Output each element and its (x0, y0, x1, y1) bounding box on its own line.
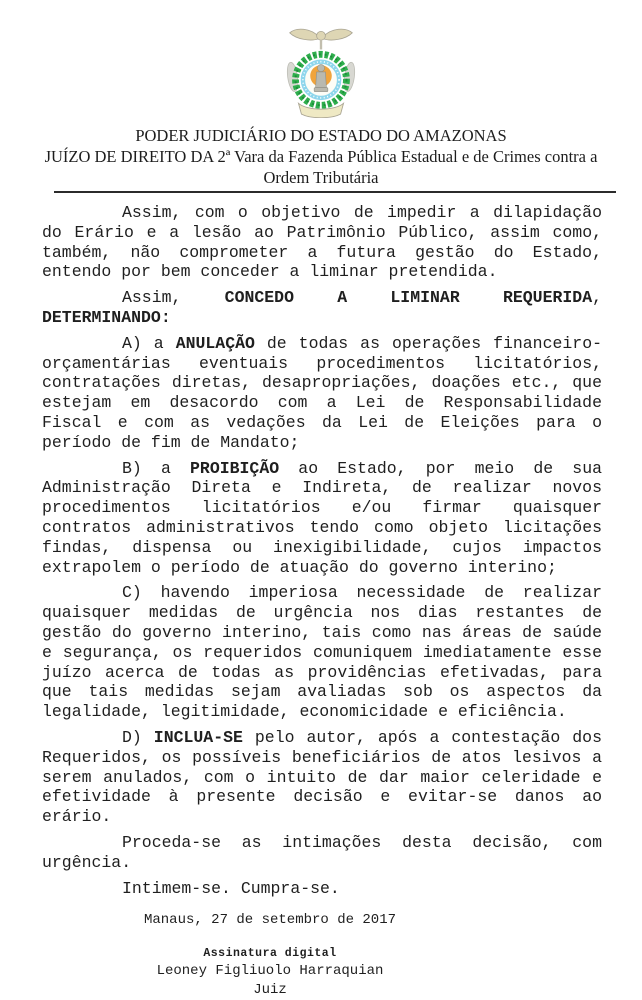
court-name-line1: JUÍZO DE DIREITO DA 2ª Vara da Fazenda Pública Estadual e de Crimes contra a (44, 147, 598, 166)
paragraph (42, 728, 602, 827)
bold-text-run: INCLUA-SE (153, 727, 243, 747)
paragraph (42, 833, 602, 873)
paragraph (42, 288, 602, 328)
text-run: pelo autor, após a contestação dos Requeridos, os possíveis beneficiários de atos lesivos a serem anulados, com o intuito de dar maior celeridade e efetividade à presente decisão e evitar-se danos ao erário. (42, 727, 602, 827)
text-run: D) (122, 727, 154, 747)
text-run: A) a (122, 333, 176, 353)
document-footer (0, 912, 540, 1000)
bold-text-run: CONCEDO A LIMINAR REQUERIDA (224, 288, 593, 308)
text-run: Proceda-se as intimações desta decisão, com urgência. (42, 832, 602, 872)
paragraph (42, 583, 602, 722)
paragraph (42, 334, 602, 453)
text-run: Assim, com o objetivo de impedir a dilapidação do Erário e a lesão ao Patrimônio Público, assim como, também, não comprometer a futura gestão do Estado, entendo por bem conceder a liminar pretendida. (42, 203, 602, 282)
date-place-line: Manaus, 27 de setembro de 2017 (143, 912, 397, 929)
text-run: Assim, (122, 288, 225, 308)
amazonas-coat-of-arms-icon (283, 24, 359, 118)
judge-title: Juiz (253, 982, 287, 999)
paragraph (42, 879, 602, 899)
seal-left-wing (290, 29, 319, 40)
document-body (42, 203, 602, 898)
paragraph (42, 459, 602, 578)
judge-name: Leoney Figliuolo Harraquian (156, 963, 384, 980)
seal-right-wing (323, 29, 352, 40)
institution-title: PODER JUDICIÁRIO DO ESTADO DO AMAZONAS (135, 126, 507, 145)
digital-signature-label: Assinatura digital (203, 947, 337, 961)
seal-stem (320, 40, 322, 50)
text-run: C) havendo imperiosa necessidade de realizar quaisquer medidas de urgência nos dias restantes de gestão do governo interino, tais como nas áreas de saúde e segurança, os requeridos comuniquem imediatamente esse juízo acerca de todas as providências efetivadas, para que tais medidas sejam avaliadas sob os aspectos da legalidade, legitimidade, economicidade e eficiência. (42, 583, 602, 722)
text-run: de todas as operações financeiro-orçamentárias eventuais procedimentos licitatórios, contratações diretas, desapropriações, doações etc., que estejam em desacordo com a Lei de Responsabilidade Fiscal e com as vedações da Lei de Eleições para o período de fim de Mandato; (42, 333, 602, 452)
paragraph (42, 203, 602, 282)
seal-ribbon (298, 103, 343, 117)
text-run: Intimem-se. Cumpra-se. (122, 878, 340, 898)
header-divider (54, 191, 616, 193)
bold-text-run: DETERMINANDO: (42, 307, 171, 327)
text-run: , (592, 288, 602, 308)
bold-text-run: PROIBIÇÃO (190, 458, 280, 478)
bold-text-run: ANULAÇÃO (175, 333, 255, 353)
text-run: ao Estado, por meio de sua Administração Direta e Indireta, de realizar novos procedimentos licitatórios e/ou firmar quaisquer contratos administrativos tendo como objeto licitações findas, dispensa ou inexigibilidade, cujos impactos extrapolem o período de atuação do governo interino; (42, 458, 602, 577)
seal-wing-center (317, 31, 326, 40)
document-header (0, 0, 642, 193)
text-run: B) a (122, 458, 191, 478)
court-name-line2: Ordem Tributária (263, 168, 379, 187)
